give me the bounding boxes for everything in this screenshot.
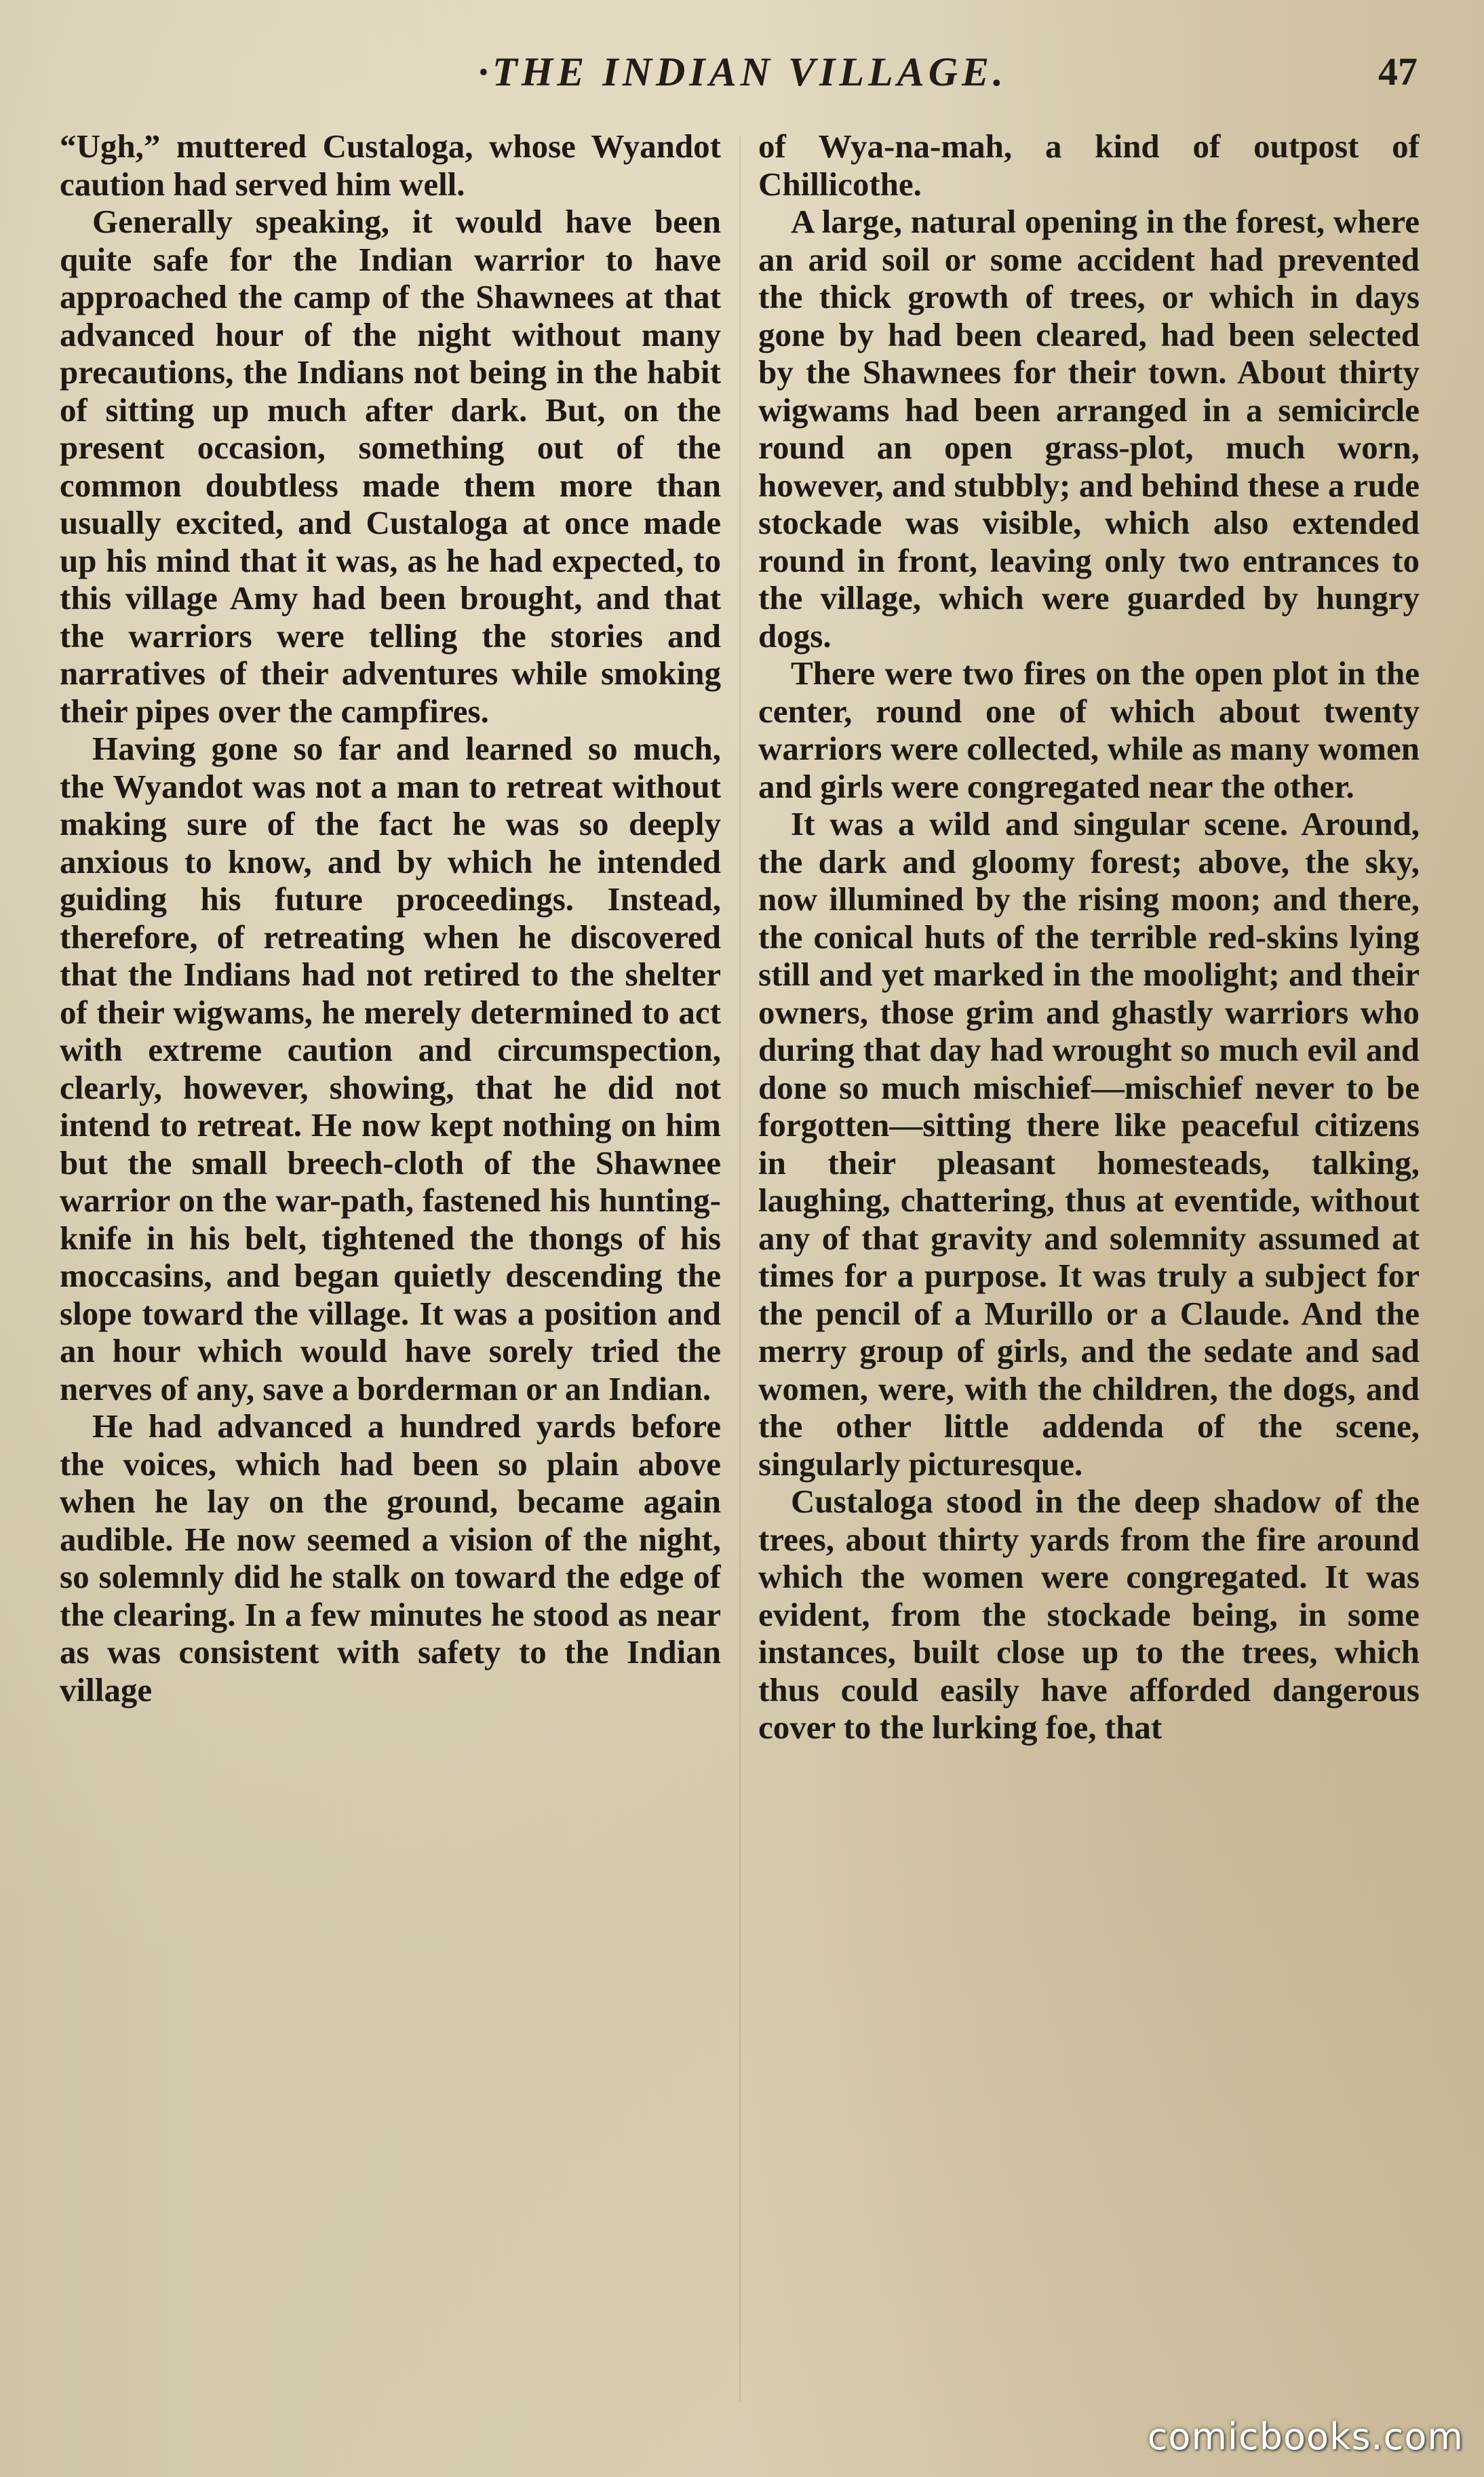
page-number: 47 [1378, 50, 1418, 94]
paragraph: Generally speaking, it would have been quite safe for the Indian warrior to have approached the camp of the Shawnees at that advanced hour of the night without many precautions, the Indians not being in the habit of sitting up much after dark. But, on the present occasion, something out of the common doubtless made them more than usually excited, and Custaloga at once made up his mind that it was, as he had expected, to this village Amy had been brought, and that the warriors were telling the stories and narratives of their adventures while smoking their pipes over the campfires. [60, 203, 721, 730]
paragraph: Custaloga stood in the deep shadow of the trees, about thirty yards from the fire around which the women were congregated. It was evident, from the stockade being, in some instances, built close up to the trees, which thus could easily have afforded dangerous cover to the lurking foe, that [758, 1483, 1420, 1746]
paragraph: It was a wild and singular scene. Around, the dark and gloomy forest; above, the sky, now illumined by the rising moon; and there, the conical huts of the terrible red-skins lying still and yet marked in the moolight; and their owners, those grim and ghastly warriors who during that day had wrought so much evil and done so much mischief—mischief never to be forgotten—sitting there like peaceful citizens in their pleasant homesteads, talking, laughing, chattering, thus at eventide, without any of that gravity and solemnity assumed at times for a purpose. It was truly a subject for the pencil of a Murillo or a Claude. And the merry group of girls, and the sedate and sad women, were, with the children, the dogs, and the other little addenda of the scene, singularly picturesque. [758, 805, 1420, 1483]
left-column [60, 128, 721, 2420]
paragraph: He had advanced a hundred yards before the voices, which had been so plain above when he lay on the ground, became again audible. He now seemed a vision of the night, so solemnly did he stalk on toward the edge of the clearing. In a few minutes he stood as near as was consistent with safety to the Indian village [60, 1407, 721, 1709]
paragraph: A large, natural opening in the forest, where an arid soil or some accident had prevented the thick growth of trees, or which in days gone by had been cleared, had been selected by the Shawnees for their town. About thirty wigwams had been arranged in a semicircle round an open grass-plot, much worn, however, and stubbly; and behind these a rude stockade was visible, which also extended round in front, leaving only two entrances to the village, which were guarded by hungry dogs. [758, 203, 1420, 655]
page-header [54, 49, 1431, 103]
paragraph: of Wya-na-mah, a kind of outpost of Chillicothe. [758, 128, 1420, 203]
running-title: ·THE INDIAN VILLAGE. [477, 50, 1008, 94]
paragraph: Having gone so far and learned so much, the Wyandot was not a man to retreat without making sure of the fact he was so deeply anxious to know, and by which he intended guiding his future proceedings. Instead, therefore, of retreating when he discovered that the Indians had not retired to the shelter of their wigwams, he merely determined to act with extreme caution and circumspection, clearly, however, showing, that he did not intend to retreat. He now kept nothing on him but the small breech-cloth of the Shawnee warrior on the war-path, fastened his hunting-knife in his belt, tightened the thongs of his moccasins, and began quietly descending the slope toward the village. It was a position and an hour which would have sorely tried the nerves of any, save a borderman or an Indian. [60, 730, 721, 1407]
watermark: comicbooks.com [1147, 2415, 1464, 2458]
column-gutter [739, 136, 741, 2401]
right-column [758, 128, 1420, 2420]
paragraph: “Ugh,” muttered Custaloga, whose Wyandot caution had served him well. [60, 128, 721, 203]
paragraph: There were two fires on the open plot in the center, round one of which about twenty warriors were collected, while as many women and girls were congregated near the other. [758, 655, 1420, 805]
